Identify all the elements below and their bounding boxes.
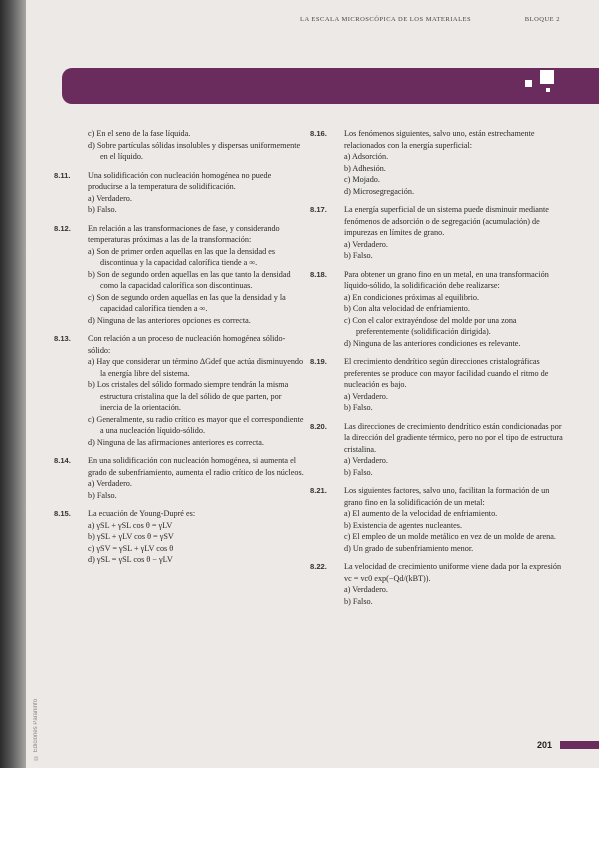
question	[310, 561, 565, 607]
question-number: 8.16.	[310, 129, 327, 138]
question-stem: En relación a las transformaciones de fase, y considerando temperaturas próximas a las de la transformación:	[88, 223, 280, 244]
option: b) Falso.	[344, 596, 373, 606]
option: b) Falso.	[88, 490, 117, 500]
block-label: BLOQUE 2	[524, 16, 560, 23]
option: b) Son de segundo orden aquellas en las que tanto la densidad como la capacidad calorífica son discontinuas.	[88, 269, 291, 290]
option: d) Sobre partículas sólidas insolubles y dispersas uniformemente en el líquido.	[88, 140, 301, 161]
question-stem: Con relación a un proceso de nucleación homogénea sólido-sólido:	[88, 334, 286, 355]
banner-square-icon	[540, 70, 554, 84]
option: c) Son de segundo orden aquellas en las que la densidad y la capacidad calorífica tienden a ∞.	[88, 292, 286, 313]
option: d) Un grado de subenfriamiento menor.	[344, 543, 474, 553]
option: b) Falso.	[344, 403, 373, 412]
option: c) Generalmente, su radio crítico es mayor que el correspondiente a una nucleación líquido-sólido.	[88, 414, 304, 435]
option: a) γSL + γSL cos θ = γLV	[88, 520, 173, 530]
question-stem: La ecuación de Young-Dupré es:	[88, 509, 196, 518]
option: a) En condiciones próximas al equilibrio.	[344, 292, 480, 302]
option: a) El aumento de la velocidad de enfriamiento.	[344, 509, 498, 518]
option: a) Verdadero.	[344, 585, 388, 594]
option: d) Ninguna de las anteriores condiciones es relevante.	[344, 338, 521, 348]
option: b) Adhesión.	[344, 163, 386, 173]
question	[310, 128, 565, 197]
question	[54, 170, 304, 216]
option: c) En el seno de la fase líquida.	[88, 129, 191, 138]
page-number: 201	[537, 740, 553, 750]
question-stem: En una solidificación con nucleación homogénea, si aumenta el grado de subenfriamiento, aumenta el radio crítico de los núcleos.	[88, 456, 304, 477]
option: c) Con el calor extrayéndose del molde por una zona preferentemente (solidificación dirigida).	[344, 315, 517, 336]
question-stem: Las direcciones de crecimiento dendrítico están condicionadas por la dirección del gradiente térmico, pero no por el tipo de estructura cristalina.	[344, 421, 563, 454]
question-stem: Los siguientes factores, salvo uno, facilitan la formación de un grano fino en la solidificación de un metal:	[344, 486, 550, 507]
question	[310, 485, 565, 554]
option: a) Adsorción.	[344, 152, 389, 161]
question-number: 8.20.	[310, 421, 327, 431]
option: a) Verdadero.	[88, 193, 132, 203]
question-stem: Los fenómenos siguientes, salvo uno, están estrechamente relacionados con la energía superficial:	[344, 129, 535, 150]
option: d) Microsegregación.	[344, 186, 415, 196]
question-stem: Para obtener un grano fino en un metal, en una transformación líquido-sólido, la solidificación debe realizarse:	[344, 269, 549, 290]
question-number: 8.22.	[310, 562, 327, 571]
question-number: 8.17.	[310, 205, 327, 214]
option: d) Ninguna de las anteriores opciones es correcta.	[88, 315, 251, 325]
right-column	[310, 128, 565, 614]
question	[54, 455, 304, 501]
question-number: 8.14.	[54, 456, 71, 465]
option: a) Verdadero.	[344, 239, 388, 249]
running-head	[300, 16, 560, 23]
left-column	[54, 128, 304, 573]
question	[310, 269, 565, 350]
option: d) Ninguna de las afirmaciones anteriores es correcta.	[88, 437, 264, 447]
question	[54, 333, 304, 448]
option: c) Mojado.	[344, 175, 380, 184]
question-number: 8.18.	[310, 269, 327, 279]
question-number: 8.19.	[310, 357, 327, 366]
question	[310, 421, 565, 479]
question	[54, 223, 304, 327]
option: b) Falso.	[88, 205, 117, 214]
question-number: 8.15.	[54, 509, 71, 518]
option: b) Con alta velocidad de enfriamiento.	[344, 304, 470, 313]
option: b) Falso.	[344, 467, 373, 477]
option: c) El empleo de un molde metálico en vez de un molde de arena.	[344, 532, 556, 541]
option: a) Verdadero.	[344, 391, 388, 401]
question	[54, 508, 304, 566]
question-stem: El crecimiento dendrítico según direcciones cristalográficas preferentes se produce con mayor facilidad cuando el ritmo de nucleación es bajo.	[344, 357, 549, 389]
option: a) Verdadero.	[88, 479, 132, 488]
question	[310, 204, 565, 262]
section-banner	[62, 68, 599, 104]
question-stem: La velocidad de crecimiento uniforme viene dada por la expresión vc = vc0 exp(−Qd/(kBT)).	[344, 562, 562, 583]
question-stem: Una solidificación con nucleación homogénea no puede producirse a la temperatura de solidificación.	[88, 170, 272, 191]
banner-square-icon	[546, 88, 550, 92]
question	[310, 356, 565, 414]
option: b) Los cristales del sólido formado siempre tendrán la misma estructura cristalina que la del sólido de que parten, por inercia de la orientación.	[88, 380, 289, 412]
question-number: 8.13.	[54, 334, 71, 343]
question-number: 8.12.	[54, 223, 71, 233]
option: a) Hay que considerar un término ΔGdef que actúa disminuyendo la energía libre del sistema.	[88, 357, 304, 378]
option: c) γSV = γSL + γLV cos θ	[88, 543, 174, 553]
copyright-note: © Ediciones Paraninfo	[33, 698, 39, 760]
question-stem: La energía superficial de un sistema puede disminuir mediante fenómenos de adsorción o de segregación (acumulación) de impurezas en límites de grano.	[344, 205, 549, 237]
option: d) γSL = γSL cos θ − γLV	[88, 555, 173, 564]
running-title: LA ESCALA MICROSCÓPICA DE LOS MATERIALES	[300, 16, 472, 23]
page-tab	[560, 741, 599, 749]
option: a) Son de primer orden aquellas en las que la densidad es discontinua y la capacidad calorífica tiende a ∞.	[88, 246, 276, 267]
option: b) Falso.	[344, 251, 373, 260]
option: b) Existencia de agentes nucleantes.	[344, 520, 462, 530]
book-binding	[0, 0, 26, 768]
continued-options	[54, 128, 304, 163]
question-number: 8.11.	[54, 170, 71, 180]
option: a) Verdadero.	[344, 456, 388, 465]
banner-square-icon	[525, 80, 532, 87]
question-number: 8.21.	[310, 486, 327, 495]
option: b) γSL + γLV cos θ = γSV	[88, 532, 174, 541]
